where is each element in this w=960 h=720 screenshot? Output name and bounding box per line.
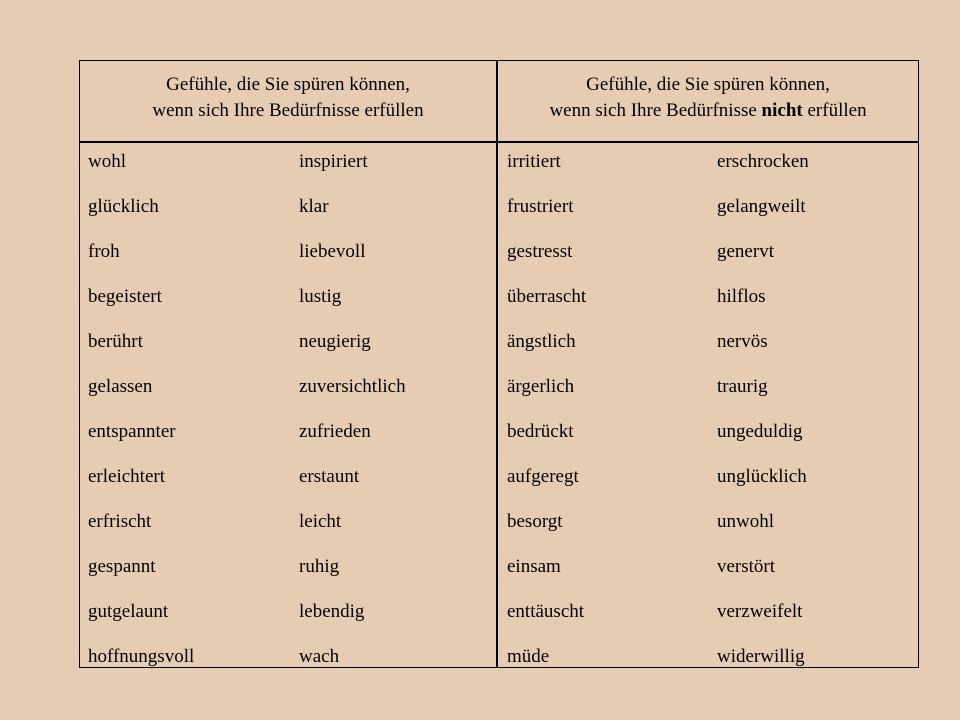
header-unfulfilled-line1: Gefühle, die Sie spüren können, bbox=[586, 74, 830, 95]
feeling-word: lustig bbox=[299, 286, 342, 307]
feeling-word: enttäuscht bbox=[507, 601, 585, 622]
feeling-word: wach bbox=[299, 646, 340, 667]
header-unfulfilled-line2 bbox=[498, 98, 918, 124]
feelings-table bbox=[79, 60, 919, 668]
feeling-word: hoffnungsvoll bbox=[88, 646, 195, 667]
feeling-word: widerwillig bbox=[717, 646, 805, 667]
feeling-word: gelassen bbox=[88, 376, 153, 397]
feeling-word: erschrocken bbox=[717, 151, 809, 172]
feeling-word: gespannt bbox=[88, 556, 156, 577]
feeling-word: begeistert bbox=[88, 286, 162, 307]
feeling-word: leicht bbox=[299, 511, 342, 532]
feeling-word: zuversichtlich bbox=[299, 376, 406, 397]
feeling-word: inspiriert bbox=[299, 151, 368, 172]
feeling-word: einsam bbox=[507, 556, 561, 577]
feeling-word: erleichtert bbox=[88, 466, 166, 487]
feeling-word: klar bbox=[299, 196, 329, 217]
unfulfilled-feelings-column-1 bbox=[507, 147, 586, 687]
feeling-word: gestresst bbox=[507, 241, 573, 262]
fulfilled-feelings-column-1 bbox=[88, 147, 194, 687]
header-unfulfilled bbox=[498, 72, 918, 124]
feeling-word: verstört bbox=[717, 556, 776, 577]
header-divider bbox=[80, 141, 918, 143]
feeling-word: besorgt bbox=[507, 511, 563, 532]
feeling-word: gelangweilt bbox=[717, 196, 806, 217]
feeling-word: liebevoll bbox=[299, 241, 366, 262]
feeling-word: genervt bbox=[717, 241, 774, 262]
feeling-word: verzweifelt bbox=[717, 601, 803, 622]
header-unfulfilled-emphasis: nicht bbox=[761, 100, 803, 121]
feeling-word: irritiert bbox=[507, 151, 561, 172]
feeling-word: zufrieden bbox=[299, 421, 371, 442]
feeling-word: ärgerlich bbox=[507, 376, 575, 397]
header-fulfilled bbox=[80, 72, 496, 124]
feeling-word: glücklich bbox=[88, 196, 159, 217]
feeling-word: müde bbox=[507, 646, 550, 667]
feeling-word: froh bbox=[88, 241, 120, 262]
feeling-word: bedrückt bbox=[507, 421, 574, 442]
feeling-word: lebendig bbox=[299, 601, 365, 622]
feeling-word: neugierig bbox=[299, 331, 371, 352]
feeling-word: überrascht bbox=[507, 286, 587, 307]
feeling-word: ruhig bbox=[299, 556, 340, 577]
feeling-word: erfrischt bbox=[88, 511, 152, 532]
feeling-word: gutgelaunt bbox=[88, 601, 169, 622]
feeling-word: wohl bbox=[88, 151, 126, 172]
feeling-word: entspannter bbox=[88, 421, 176, 442]
feeling-word: aufgeregt bbox=[507, 466, 579, 487]
header-fulfilled-line1: Gefühle, die Sie spüren können, bbox=[166, 74, 410, 95]
unfulfilled-feelings-column-2 bbox=[717, 147, 809, 687]
feeling-word: unglücklich bbox=[717, 466, 807, 487]
header-unfulfilled-text-after: erfüllen bbox=[802, 100, 867, 121]
feeling-word: ungeduldig bbox=[717, 421, 803, 442]
feeling-word: hilflos bbox=[717, 286, 766, 307]
feeling-word: nervös bbox=[717, 331, 768, 352]
column-divider bbox=[496, 61, 498, 667]
feeling-word: ängstlich bbox=[507, 331, 576, 352]
fulfilled-feelings-column-2 bbox=[299, 147, 406, 687]
header-fulfilled-line2: wenn sich Ihre Bedürfnisse erfüllen bbox=[152, 100, 424, 121]
feeling-word: traurig bbox=[717, 376, 768, 397]
header-unfulfilled-text-before: wenn sich Ihre Bedürfnisse bbox=[549, 100, 762, 121]
feeling-word: unwohl bbox=[717, 511, 774, 532]
feeling-word: frustriert bbox=[507, 196, 574, 217]
feeling-word: erstaunt bbox=[299, 466, 360, 487]
feeling-word: berührt bbox=[88, 331, 143, 352]
